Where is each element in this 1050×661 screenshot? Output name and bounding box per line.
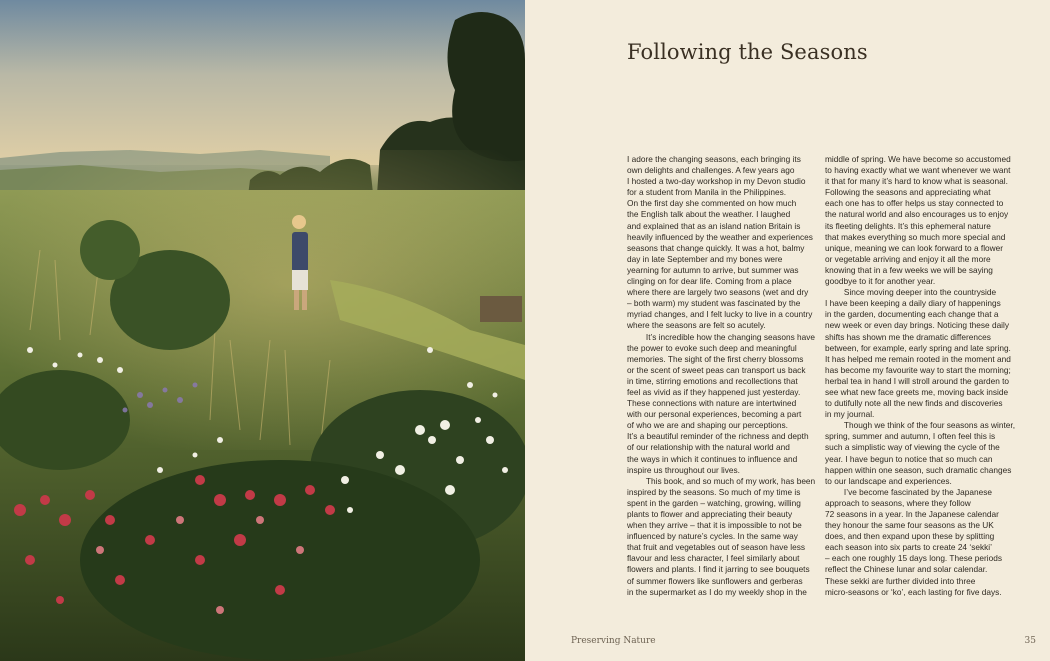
paragraph: It’s incredible how the changing seasons have the power to evoke such deep and meaningful memories. The sight of the first cherry blossoms or the scent of sweet peas can transport us back in time, stirring emotions and recollections that feel as vivid as if they happened just yesterday. These connections with nature are intertwined with our personal experiences, becoming a part of who we are and shaping our perceptions. It’s a beautiful reminder of the richness and depth of our relationship with the natural world and the ways in which it continues to influence and inspire us throughout our lives. <box>627 331 816 475</box>
paragraph: I’ve become fascinated by the Japanese approach to seasons, where they follow 72 seasons in a year. In the Japanese calendar they honour the same four seasons as the UK does, and then expand upon these by splitting each season into six parts to create 24 ‘sekki’ – each one roughly 15 days long. These periods reflect the Chinese lunar and solar calendar. These sekki are further divided into three micro-seasons or ‘ko’, each lasting for five days. <box>825 486 1002 597</box>
paragraph: I adore the changing seasons, each bringing its own delights and challenges. A few years ago I hosted a two-day workshop in my Devon studio for a student from Manila in the Philippines. On the first day she commented on how much the English talk about the weather. I laughed and explained that as an island nation Britain is heavily influenced by the weather and experiences seasons that change quickly. It was a hot, balmy day in late September and my bones were yearning for autumn to arrive, but summer was clinging on for dear life. Coming from a place where there are largely two seasons (wet and dry – both warm) my student was fascinated by the myriad changes, and I felt lucky to live in a country where the seasons are felt so acutely. <box>627 154 813 331</box>
paragraph: Since moving deeper into the countryside I have been keeping a daily diary of happenings in the garden, documenting each change that a new week or even day brings. Noticing these daily shifts has shown me the dramatic differences between, for example, early spring and late spring. It has helped me remain rooted in the moment and has become my favourite way to start the morning; herbal tea in hand I will stroll around the garden to see what new face greets me, moving back inside to dutifully note all the new finds and discoveries in my journal. <box>825 287 1011 420</box>
page-title: Following the Seasons <box>627 40 868 64</box>
left-text-column <box>627 154 816 598</box>
paragraph: This book, and so much of my work, has been inspired by the seasons. So much of my time is spent in the garden – watching, growing, willing plants to flower and appreciating their beauty when they arrive – that it is impossible to not be influenced by nature’s cycles. In the same way that fruit and vegetables out of season have less flavour and less character, I feel similarly about flowers and plants. I find it jarring to see bouquets of summer flowers like sunflowers and gerberas in the supermarket as I do my weekly shop in the <box>627 475 816 597</box>
paragraph: middle of spring. We have become so accustomed to having exactly what we want whenever we want it that for many it’s hard to know what is seasonal. Following the seasons and appreciating what each one has to offer helps us stay connected to the natural world and also encourages us to enjoy its fleeting delights. It’s this ephemeral nature that makes everything so much more special and unique, meaning we can look forward to a flower or vegetable arriving and enjoy it all the more knowing that in a few weeks we will be saying goodbye to it for another year. <box>825 154 1011 287</box>
right-text-column <box>825 154 1016 598</box>
page-number: 35 <box>1024 636 1036 646</box>
footer-section-title: Preserving Nature <box>571 636 656 646</box>
paragraph: Though we think of the four seasons as winter, spring, summer and autumn, I often feel this is such a simplistic way of viewing the cycle of the year. I have begun to notice that so much can happen within one season, such dramatic changes to our landscape and experiences. <box>825 420 1016 486</box>
text-page <box>525 0 1050 661</box>
